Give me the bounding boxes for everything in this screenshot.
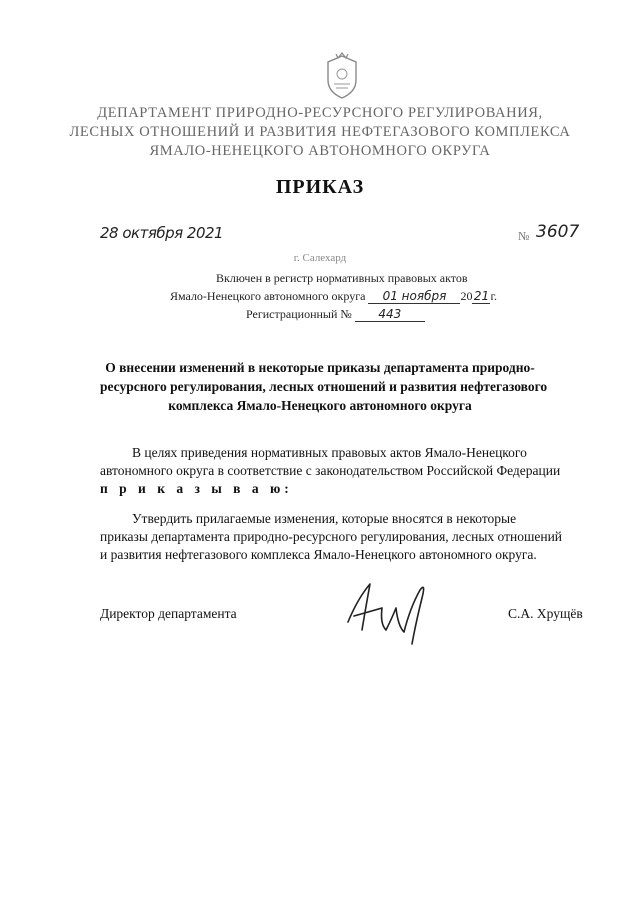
- dept-line-2: ЛЕСНЫХ ОТНОШЕНИЙ И РАЗВИТИЯ НЕФТЕГАЗОВОГО КОМПЛЕКСА: [69, 124, 571, 140]
- prikazyvayu-word: п р и к а з ы в а ю:: [100, 481, 293, 496]
- registry-date: 01 ноября: [368, 289, 460, 304]
- preamble-line-1: В целях приведения нормативных правовых актов Ямало-Ненецкого: [132, 445, 527, 460]
- subject-line-1: О внесении изменений в некоторые приказы департамента природно-: [105, 360, 535, 375]
- registry-line-3: [246, 307, 425, 322]
- registry-year-prefix: 20: [460, 289, 473, 303]
- registry-region: Ямало-Ненецкого автономного округа: [170, 289, 366, 303]
- decision-line-1: Утвердить прилагаемые изменения, которые вносятся в некоторые: [132, 511, 517, 526]
- handwritten-number: 3607: [536, 222, 580, 242]
- preamble-line-2: автономного округа в соответствие с законодательством Российской Федерации: [100, 463, 561, 478]
- handwritten-date: 28 октября 2021: [100, 224, 224, 242]
- order-subject: [100, 358, 548, 415]
- number-label: №: [518, 229, 530, 243]
- registry-number-label: Регистрационный №: [246, 307, 352, 321]
- coat-of-arms-icon: [322, 52, 362, 100]
- registry-line-1: Включен в регистр нормативных правовых актов: [216, 271, 468, 285]
- registry-line-2: [170, 289, 497, 304]
- handwritten-signature-icon: [340, 578, 450, 650]
- subject-line-3: комплекса Ямало-Ненецкого автономного округа: [168, 398, 472, 413]
- registry-year-suffix: г.: [490, 289, 498, 303]
- document-title: ПРИКАЗ: [275, 176, 365, 198]
- dept-line-3: ЯМАЛО-НЕНЕЦКОГО АВТОНОМНОГО ОКРУГА: [149, 143, 491, 159]
- preamble-paragraph: [100, 444, 596, 498]
- signatory-name: С.А. Хрущёв: [508, 606, 583, 621]
- signatory-position: Директор департамента: [100, 606, 237, 621]
- decision-line-3: и развития нефтегазового комплекса Ямало-Ненецкого автономного округа.: [100, 547, 537, 562]
- subject-line-2: ресурсного регулирования, лесных отношений и развития нефтегазового: [100, 379, 548, 394]
- decision-paragraph: [100, 510, 596, 564]
- department-header: [60, 104, 580, 161]
- city-line: г. Салехард: [293, 252, 347, 264]
- decision-line-2: приказы департамента природно-ресурсного регулирования, лесных отношений: [100, 529, 563, 544]
- dept-line-1: ДЕПАРТАМЕНТ ПРИРОДНО-РЕСУРСНОГО РЕГУЛИРОВАНИЯ,: [97, 105, 543, 121]
- registry-number: 443: [355, 307, 425, 322]
- registry-year: 21: [473, 289, 490, 303]
